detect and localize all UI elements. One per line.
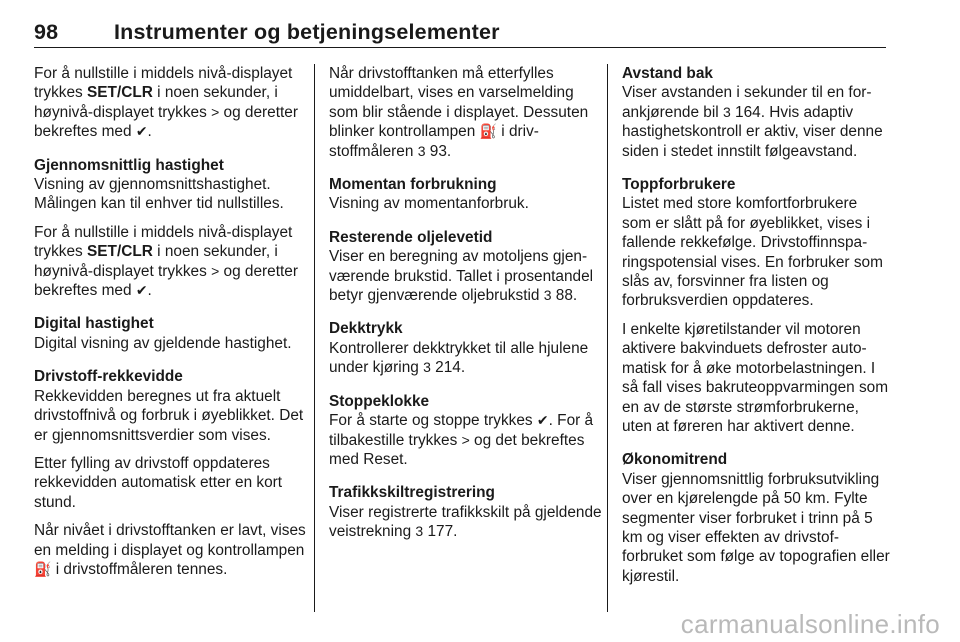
checkmark-icon: ✔ xyxy=(536,412,549,429)
section-stopwatch: Stoppeklokke For å starte og stoppe trykkes ✔. For å tilbakestille trykkes > og det bekreftes med Reset. xyxy=(329,392,604,470)
section-heading: Stoppeklokke xyxy=(329,392,430,410)
page-number: 98 xyxy=(34,20,59,44)
section-heading: Trafikkskiltregistrering xyxy=(329,484,495,502)
watermark: carmanualsonline.info xyxy=(680,609,940,639)
chevron-right-icon: > xyxy=(211,262,220,279)
section-average-speed: Gjennomsnittlig hastighet Visning av gjennomsnittshastighet. Målingen kan til enhver tid nullstilles. For å nullstille i middels nivå-displayet trykkes SET/CLR i noen sekunder, i høynivå-displayet trykkes > og deretter bekreftes med ✔. xyxy=(34,156,308,301)
set-clr-button-label: SET/CLR xyxy=(87,243,153,261)
page-reference-icon: 3 xyxy=(722,103,731,120)
page-reference-icon: 3 xyxy=(543,287,552,304)
section-heading: Toppforbrukere xyxy=(622,176,736,194)
column-1 xyxy=(34,64,308,593)
column-divider xyxy=(607,64,608,612)
column-2 xyxy=(329,64,604,556)
page-header xyxy=(34,8,886,48)
checkmark-icon: ✔ xyxy=(135,282,148,299)
section-heading: Økonomitrend xyxy=(622,451,728,469)
fuel-warning-text: Når drivstofftanken må etterfylles umiddelbart, vises en varselmelding som blir stående i displayet. Dessuten blinker kontrollampen ⛽ i drivstoffmåleren 3 93. xyxy=(329,65,589,160)
checkmark-icon: ✔ xyxy=(135,123,148,140)
section-digital-speed: Digital hastighet Digital visning av gjeldende hastighet. xyxy=(34,314,308,353)
section-heading: Avstand bak xyxy=(622,65,713,82)
column-divider xyxy=(314,64,315,612)
section-heading: Momentan forbrukning xyxy=(329,176,497,194)
section-fuel-range: Drivstoff-rekkevidde Rekkevidden beregnes ut fra aktuelt drivstoffnivå og forbruk i øyeblikket. Det er gjennomsnittsverdier som vises. Etter fylling av drivstoff oppdateres rekkevidden automatisk etter en kort stund. Når nivået i drivstofftanken er lavt, vises en melding i displayet og kontrollampen ⛽ i drivstoffmåleren tennes. xyxy=(34,367,308,579)
page-reference-icon: 3 xyxy=(417,142,426,159)
section-tire-pressure: Dekktrykk Kontrollerer dekktrykket til alle hjulene under kjøring 3 214. xyxy=(329,319,604,377)
section-heading: Digital hastighet xyxy=(34,315,154,333)
page-title: Instrumenter og betjeningselementer xyxy=(114,20,500,44)
section-heading: Drivstoff-rekkevidde xyxy=(34,368,183,386)
section-instant-consumption: Momentan forbrukning Visning av momentanforbruk. xyxy=(329,175,604,214)
section-economy-trend: Økonomitrend Viser gjennomsnittlig forbruksutvikling over en kjørelengde på 50 km. Fylte segmenter viser forbruket i trinn på 5 km og viser effekten av drivstofforbruket som følge av topografien eller kjørestil. xyxy=(622,451,890,585)
set-clr-button-label: SET/CLR xyxy=(87,84,153,102)
reset-instruction: For å nullstille i middels nivå-displayet trykkes SET/CLR i noen sekunder, i høynivå-displayet trykkes > og deretter bekreftes med ✔. xyxy=(34,65,298,141)
chevron-right-icon: > xyxy=(211,103,220,120)
section-top-consumers: Toppforbrukere Listet med store komfortforbrukere som er slått på for øyeblikket, vises i fallende rekkefølge. Drivstoffinnsparingspotensial vises. En forbruker som slås av, forsvinner fra listen og forbruksverdien oppdateres. I enkelte kjøretilstander vil motoren aktivere bakvinduets defroster automatisk for å øke motorbelastningen. I så fall vises bakruteoppvarmingen som en av de største strømforbrukerne, uten at føreren har aktivert denne. xyxy=(622,176,889,435)
section-traffic-sign: Trafikkskiltregistrering Viser registrerte trafikkskilt på gjeldende veistrekning 3 177. xyxy=(329,483,604,541)
fuel-pump-icon: ⛽ xyxy=(479,123,497,140)
page-reference-icon: 3 xyxy=(423,359,431,376)
section-heading: Dekktrykk xyxy=(329,320,403,338)
page-reference-icon: 3 xyxy=(415,523,424,540)
section-distance-behind: Avstand bak Viser avstanden i sekunder til en forankjørende bil 3 164. Hvis adaptiv hastighetskontroll er aktiv, viser denne siden i stedet innstilt følgeavstand. xyxy=(622,64,890,161)
section-heading: Resterende oljelevetid xyxy=(329,228,493,246)
column-3 xyxy=(622,64,890,600)
section-oil-life: Resterende oljelevetid Viser en beregning av motoljens gjenværende brukstid. Tallet i prosentandel betyr gjenværende oljebrukstid 3 88. xyxy=(329,228,604,306)
chevron-right-icon: > xyxy=(461,431,470,448)
fuel-pump-icon: ⛽ xyxy=(34,560,52,577)
section-heading: Gjennomsnittlig hastighet xyxy=(34,156,224,174)
